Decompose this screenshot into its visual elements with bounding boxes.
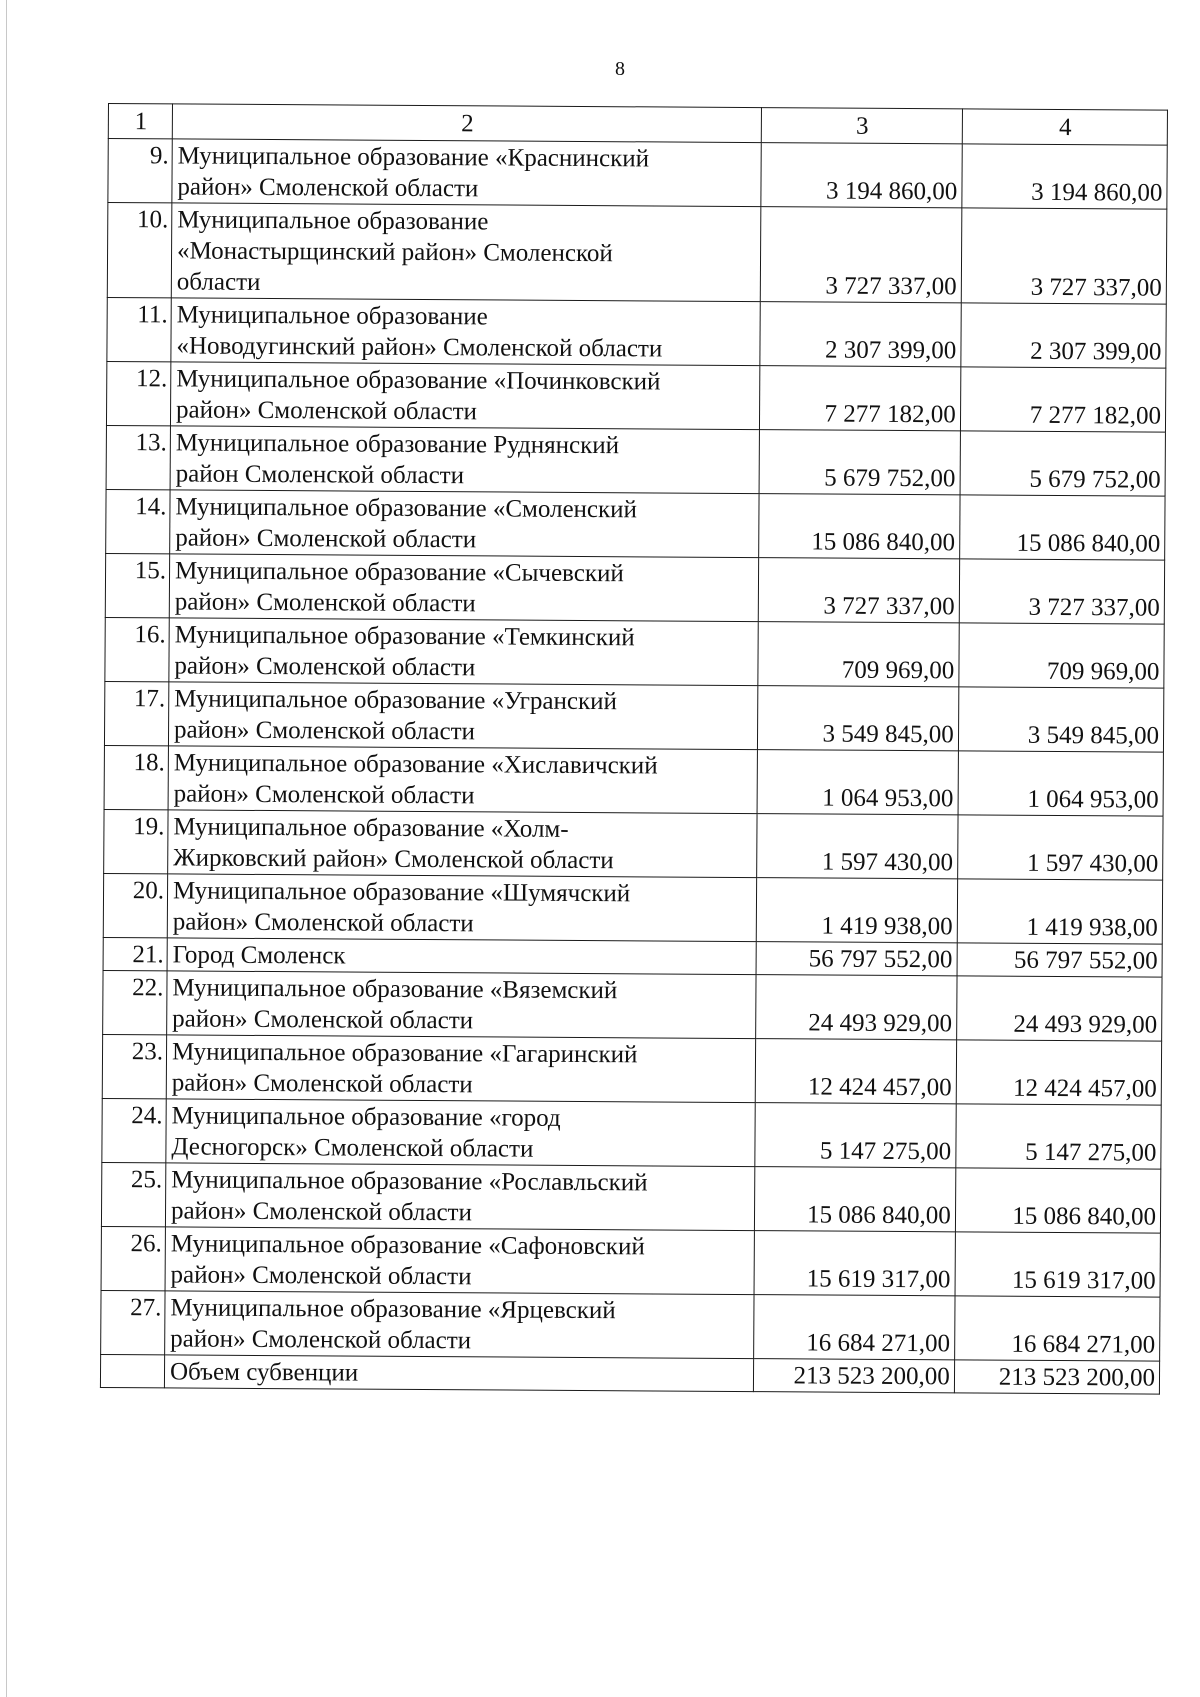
table-row [104, 681, 1163, 752]
municipality-name-line: район» Смоленской области [175, 396, 478, 426]
amount-col-4: 5 679 752,00 [960, 431, 1166, 496]
amount-col-3: 3 549 845,00 [757, 686, 958, 751]
table-total-row [100, 1354, 1159, 1394]
table-row [106, 361, 1165, 432]
municipality-name-line: район Смоленской области [175, 460, 465, 490]
table-row [105, 553, 1164, 624]
municipality-name-line: район» Смоленской области [174, 652, 476, 682]
municipality-name [169, 618, 758, 686]
municipality-name [170, 362, 759, 430]
amount-col-3: 15 619 317,00 [754, 1231, 955, 1296]
municipality-name [167, 971, 756, 1039]
municipality-name-line: район» Смоленской области [174, 588, 476, 618]
amount-col-4: 5 147 275,00 [956, 1104, 1162, 1169]
municipality-name-line: район» Смоленской области [172, 1005, 474, 1035]
municipality-name-line: Муниципальное образование «Гагаринский [171, 1038, 638, 1069]
header-cell-4: 4 [962, 109, 1167, 145]
municipality-name [171, 203, 761, 302]
municipality-name [170, 426, 759, 494]
row-number [100, 1354, 164, 1387]
municipality-name-line: «Новодугинский район» Смоленской области [176, 332, 663, 363]
amount-col-4: 56 797 552,00 [957, 943, 1162, 977]
row-number: 25. [101, 1162, 165, 1226]
municipality-name-line: Муниципальное образование Руднянский [175, 429, 620, 460]
amount-col-4: 3 727 337,00 [961, 208, 1167, 304]
row-number: 10. [107, 203, 172, 298]
row-number: 24. [102, 1098, 166, 1162]
amount-col-3: 1 419 938,00 [756, 878, 957, 943]
amount-col-4: 16 684 271,00 [954, 1296, 1160, 1361]
table-row [101, 1290, 1160, 1361]
municipality-name [172, 139, 761, 207]
row-number: 12. [106, 361, 170, 425]
amount-col-4: 1 064 953,00 [958, 751, 1164, 816]
amount-col-3: 5 679 752,00 [759, 430, 960, 495]
municipality-name-line: Муниципальное образование «Рославльский [171, 1166, 648, 1197]
row-number: 11. [107, 297, 171, 361]
row-number: 23. [102, 1034, 166, 1098]
municipality-name-line: Муниципальное образование «Краснинский [177, 142, 650, 173]
table-row [101, 1162, 1160, 1233]
amount-col-3: 213 523 200,00 [753, 1359, 954, 1393]
municipality-name-line: Муниципальное образование «Угранский [174, 685, 617, 716]
amount-col-3: 16 684 271,00 [754, 1295, 955, 1360]
amount-col-4: 709 969,00 [959, 623, 1165, 688]
municipality-name-line: Город Смоленск [172, 941, 346, 970]
amount-col-3: 1 064 953,00 [757, 750, 958, 815]
row-number: 17. [104, 681, 168, 745]
amount-col-3: 2 307 399,00 [760, 302, 961, 367]
municipality-name-line: район» Смоленской области [170, 1261, 472, 1291]
municipality-name-line: Муниципальное образование «город [171, 1102, 561, 1132]
municipality-name [166, 1099, 755, 1167]
amount-col-3: 15 086 840,00 [759, 494, 960, 559]
municipality-name-line: район» Смоленской области [175, 524, 477, 554]
municipality-name [167, 938, 756, 975]
municipality-name-line: Муниципальное образование «Шумячский [172, 877, 631, 908]
amount-col-3: 56 797 552,00 [756, 942, 957, 976]
municipality-name [171, 298, 760, 366]
table-row [107, 297, 1166, 368]
table-row [104, 745, 1163, 816]
municipality-name-line: области [176, 268, 261, 296]
municipality-name-line: Муниципальное образование «Починковский [176, 365, 661, 396]
amount-col-4: 1 419 938,00 [957, 879, 1163, 944]
municipality-name-line: Муниципальное образование «Хиславичский [173, 749, 658, 780]
municipality-name-line: район» Смоленской области [177, 173, 479, 203]
row-number: 15. [105, 553, 169, 617]
row-number: 19. [104, 809, 168, 873]
amount-col-4: 15 086 840,00 [955, 1168, 1161, 1233]
municipality-name-line: Объем субвенции [169, 1358, 359, 1387]
header-cell-3: 3 [761, 108, 962, 144]
table-row [101, 1226, 1160, 1297]
municipality-name-line: район» Смоленской области [170, 1197, 472, 1227]
amount-col-4: 2 307 399,00 [961, 303, 1167, 368]
amount-col-3: 3 727 337,00 [760, 207, 961, 303]
header-cell-2: 2 [172, 104, 761, 143]
municipality-name-line: район» Смоленской области [173, 716, 476, 746]
table-row [106, 489, 1165, 560]
municipality-name-line: Жирковский район» Смоленской области [173, 844, 614, 875]
amount-col-4: 1 597 430,00 [957, 815, 1163, 880]
table-row [102, 1034, 1161, 1105]
table-row [104, 809, 1163, 880]
amount-col-4: 3 194 860,00 [962, 144, 1168, 209]
municipality-name [165, 1291, 754, 1359]
row-number: 20. [103, 873, 167, 937]
amount-col-3: 7 277 182,00 [759, 366, 960, 431]
municipality-name-line: Муниципальное образование «Вяземский [172, 974, 618, 1005]
municipality-name [165, 1227, 754, 1295]
amount-col-4: 15 086 840,00 [959, 495, 1165, 560]
table-row [103, 970, 1162, 1041]
municipality-name-line: Муниципальное образование «Холм- [173, 813, 569, 843]
municipality-name-line: Муниципальное образование «Смоленский [175, 493, 638, 524]
row-number: 21. [103, 937, 167, 970]
municipality-name [168, 810, 757, 878]
table-row [103, 873, 1162, 944]
amount-col-3: 1 597 430,00 [757, 814, 958, 879]
amount-col-4: 3 549 845,00 [958, 687, 1164, 752]
amount-col-3: 12 424 457,00 [755, 1039, 956, 1104]
table-row [105, 617, 1164, 688]
municipality-name-line: район» Смоленской области [172, 908, 474, 938]
municipality-name-line: район» Смоленской области [171, 1069, 473, 1099]
municipality-name-line: Десногорск» Смоленской области [171, 1133, 534, 1163]
amount-col-4: 7 277 182,00 [960, 367, 1166, 432]
municipality-name [170, 490, 759, 558]
municipality-name [166, 1035, 755, 1103]
amount-col-3: 24 493 929,00 [756, 975, 957, 1040]
municipality-name [169, 554, 758, 622]
row-number: 18. [104, 745, 168, 809]
municipality-name [165, 1163, 754, 1231]
amount-col-3: 709 969,00 [758, 622, 959, 687]
row-number: 22. [103, 970, 167, 1034]
municipality-name-line: Муниципальное образование «Ярцевский [170, 1294, 616, 1325]
row-number: 9. [108, 139, 172, 203]
table-row [107, 203, 1167, 305]
row-number: 16. [105, 617, 169, 681]
page-number: 8 [615, 58, 625, 80]
amount-col-3: 3 727 337,00 [758, 558, 959, 623]
amount-col-4: 213 523 200,00 [954, 1360, 1159, 1394]
municipality-name [168, 746, 757, 814]
municipality-name [168, 682, 757, 750]
amount-col-3: 3 194 860,00 [761, 143, 962, 208]
row-number: 13. [106, 425, 170, 489]
header-cell-1: 1 [108, 104, 172, 139]
amount-col-4: 12 424 457,00 [956, 1040, 1162, 1105]
municipality-name [164, 1355, 753, 1392]
table-row [108, 139, 1167, 210]
table-row [102, 1098, 1161, 1169]
municipality-name-line: Муниципальное образование [176, 301, 488, 331]
municipality-name-line: Муниципальное образование «Сафоновский [170, 1230, 645, 1261]
row-number: 14. [106, 489, 170, 553]
amount-col-4: 15 619 317,00 [955, 1232, 1161, 1297]
table-row [106, 425, 1165, 496]
municipality-name [167, 874, 756, 942]
amount-col-4: 3 727 337,00 [959, 559, 1165, 624]
amount-col-3: 5 147 275,00 [755, 1103, 956, 1168]
municipality-name-line: район» Смоленской области [170, 1325, 472, 1355]
table-body [100, 104, 1167, 1395]
municipality-name-line: Муниципальное образование «Сычевский [174, 557, 624, 588]
row-number: 26. [101, 1226, 165, 1290]
municipality-name-line: Муниципальное образование «Темкинский [174, 621, 635, 652]
amount-col-4: 24 493 929,00 [956, 976, 1162, 1041]
municipality-name-line: «Монастырщинский район» Смоленской [176, 237, 613, 268]
amount-col-3: 15 086 840,00 [754, 1167, 955, 1232]
row-number: 27. [101, 1290, 165, 1354]
subvention-table [100, 103, 1168, 1395]
municipality-name-line: район» Смоленской области [173, 780, 475, 810]
page-left-edge [6, 0, 7, 1697]
municipality-name-line: Муниципальное образование [177, 206, 489, 236]
